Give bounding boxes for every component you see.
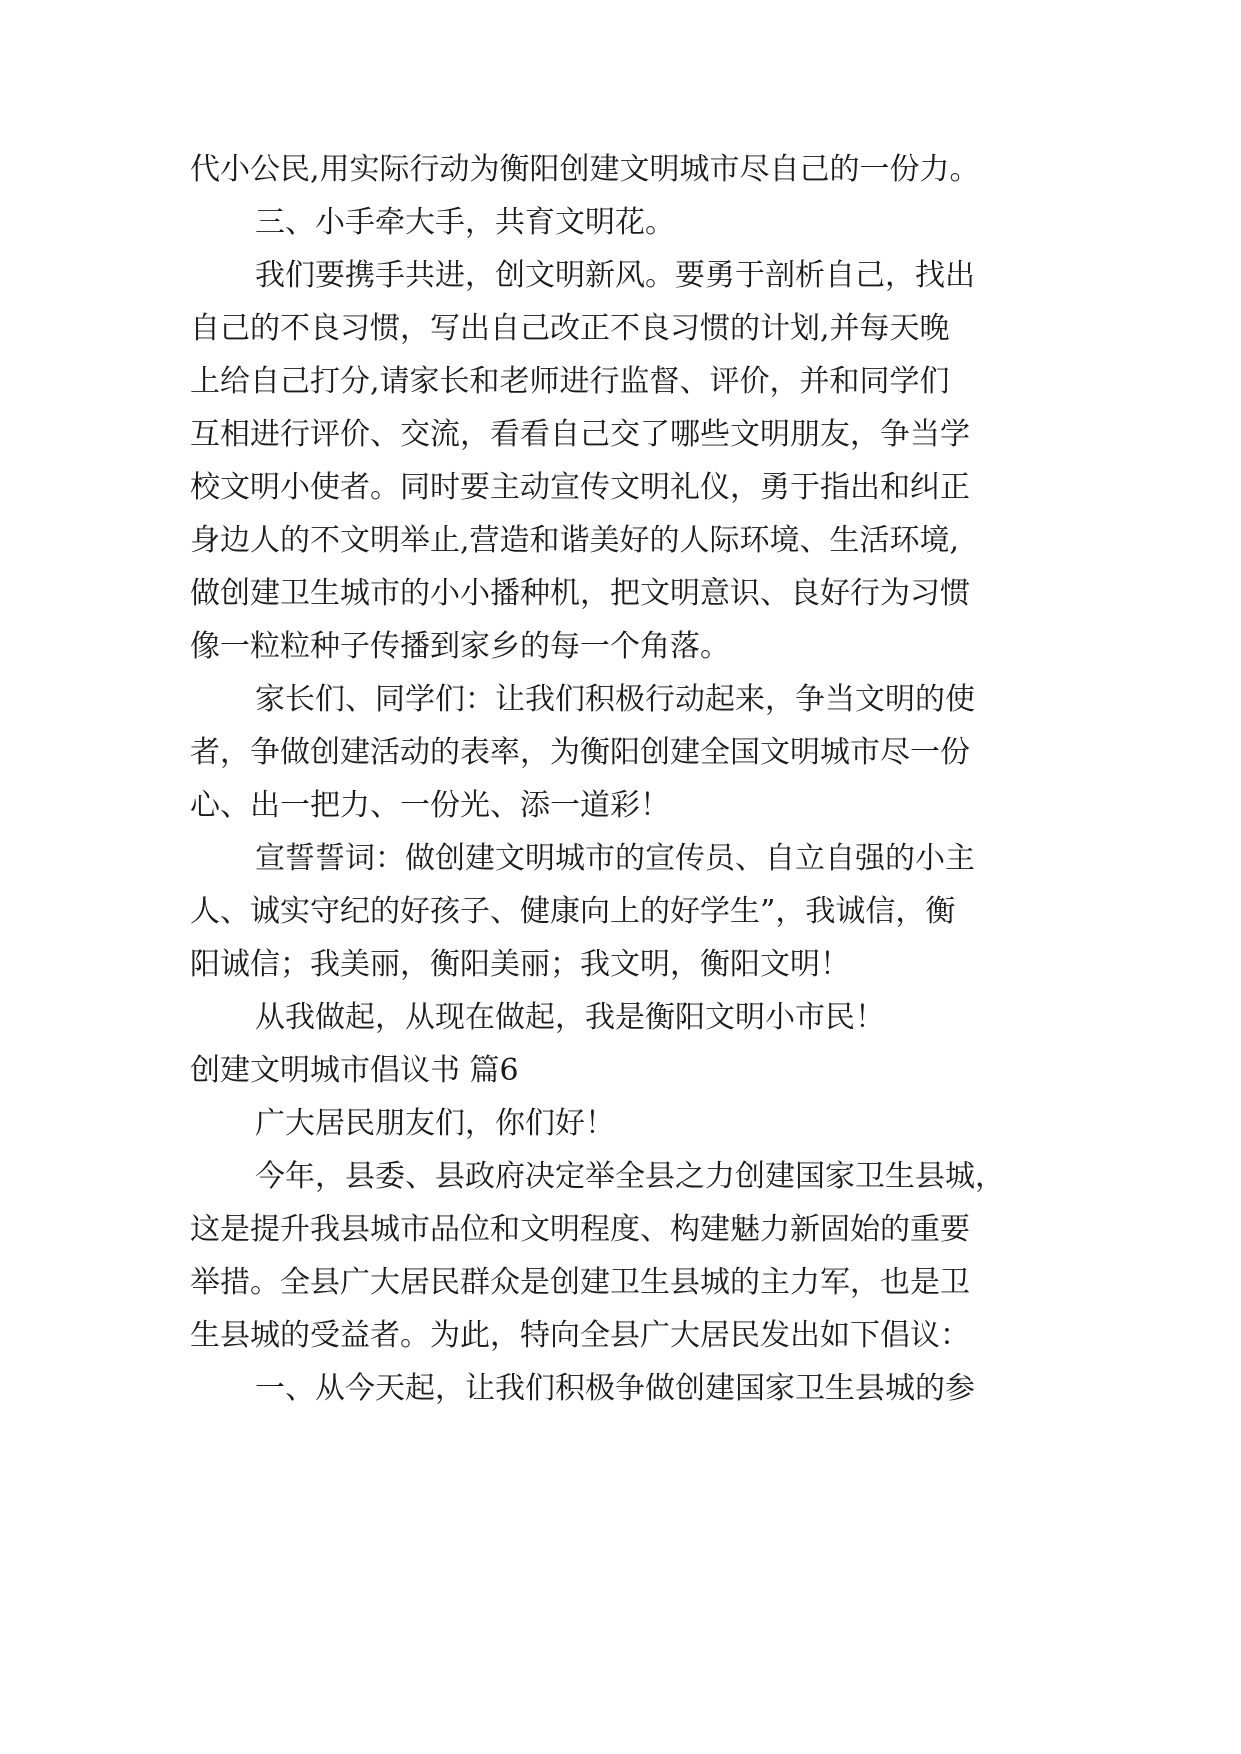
- body-text-line: 人、诚实守纪的好孩子、健康向上的好学生”，我诚信，衡: [190, 894, 956, 929]
- body-text-line: 我们要携手共进，创文明新风。要勇于剖析自己，找出: [255, 258, 975, 293]
- body-text-line: 身边人的不文明举止,营造和谐美好的人际环境、生活环境,: [190, 523, 960, 558]
- salutation: 广大居民朋友们，你们好！: [255, 1106, 615, 1141]
- body-text-line: 阳诚信；我美丽，衡阳美丽；我文明，衡阳文明！: [190, 947, 850, 982]
- body-text-line: 做创建卫生城市的小小播种机，把文明意识、良好行为习惯: [190, 576, 970, 611]
- body-text-line: 生县城的受益者。为此，特向全县广大居民发出如下倡议：: [190, 1318, 970, 1353]
- body-text-line: 举措。全县广大居民群众是创建卫生县城的主力军，也是卫: [190, 1265, 970, 1300]
- body-text-line: 代小公民,用实际行动为衡阳创建文明城市尽自己的一份力。: [190, 152, 980, 187]
- body-text-line: 一、从今天起，让我们积极争做创建国家卫生县城的参: [255, 1371, 975, 1406]
- body-text-line: 者，争做创建活动的表率，为衡阳创建全国文明城市尽一份: [190, 735, 970, 770]
- body-text-line: 今年，县委、县政府决定举全县之力创建国家卫生县城，: [255, 1159, 1005, 1194]
- body-text-line: 校文明小使者。同时要主动宣传文明礼仪，勇于指出和纠正: [190, 470, 970, 505]
- body-text-line: 从我做起，从现在做起，我是衡阳文明小市民！: [255, 1000, 885, 1035]
- body-text-line: 互相进行评价、交流，看看自己交了哪些文明朋友，争当学: [190, 417, 970, 452]
- body-text-line: 自己的不良习惯，写出自己改正不良习惯的计划,并每天晚: [190, 311, 950, 346]
- body-text-line: 宣誓誓词：做创建文明城市的宣传员、自立自强的小主: [255, 841, 975, 876]
- section-heading: 三、小手牵大手，共育文明花。: [255, 205, 675, 240]
- body-text-line: 这是提升我县城市品位和文明程度、构建魅力新固始的重要: [190, 1212, 970, 1247]
- article-heading: 创建文明城市倡议书 篇6: [190, 1053, 519, 1088]
- body-text-line: 心、出一把力、一份光、添一道彩！: [190, 788, 670, 823]
- body-text-line: 像一粒粒种子传播到家乡的每一个角落。: [190, 629, 730, 664]
- body-text-line: 家长们、同学们：让我们积极行动起来，争当文明的使: [255, 682, 975, 717]
- body-text-line: 上给自己打分,请家长和老师进行监督、评价，并和同学们: [190, 364, 950, 399]
